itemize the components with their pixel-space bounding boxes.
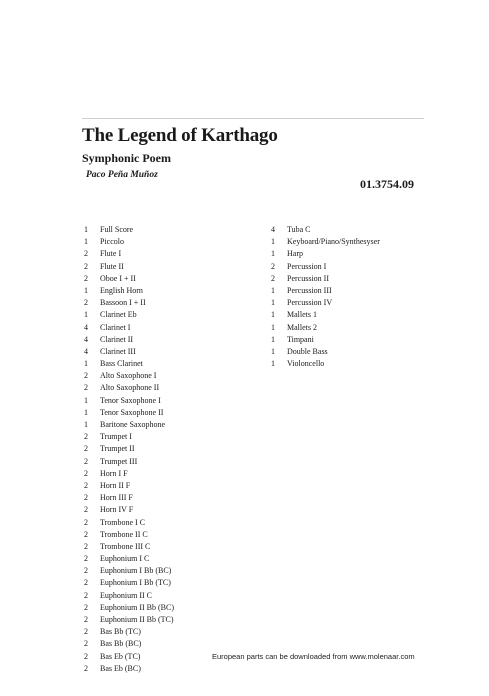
part-row [84,248,174,260]
part-quantity: 2 [84,627,88,637]
part-quantity: 1 [84,420,88,429]
part-quantity: 1 [271,310,275,320]
part-row [84,456,174,468]
part-row [84,651,174,663]
part-row [84,382,174,394]
part-quantity: 2 [84,444,88,454]
part-name: Percussion III [287,285,332,295]
part-name: Euphonium I Bb (TC) [100,578,171,588]
part-row [84,541,174,553]
document-title: The Legend of Karthago [82,125,278,146]
part-name: Trombone I C [100,517,146,527]
part-quantity: 2 [84,663,88,673]
part-row [84,297,174,309]
part-quantity: 2 [84,383,88,393]
part-row [84,334,174,346]
document-subtitle: Symphonic Poem [82,151,172,165]
part-quantity: 1 [84,237,88,247]
part-name: Euphonium I C [100,554,150,564]
part-name: Bas Eb (TC) [100,651,141,661]
part-row [271,236,380,248]
part-quantity: 2 [84,456,88,466]
part-row [271,309,380,321]
part-name: Full Score [100,225,134,234]
composer-name: Paco Peña Muñoz [86,170,158,180]
part-quantity: 2 [84,651,88,661]
part-quantity: 1 [271,237,275,247]
part-name: Horn IV F [100,505,134,515]
part-row [271,358,380,370]
part-name: Clarinet Eb [100,310,137,320]
part-row [84,322,174,334]
part-row [84,492,174,504]
part-name: Trombone III C [100,541,151,551]
part-quantity: 2 [84,602,88,612]
part-name: Euphonium II C [100,590,152,600]
part-row [84,517,174,529]
part-name: Piccolo [100,237,124,247]
part-quantity: 1 [84,407,88,417]
part-row [84,395,174,407]
part-name: Euphonium II Bb (BC) [100,602,174,612]
part-row [84,285,174,297]
part-quantity: 2 [84,505,88,515]
part-name: Harp [287,249,303,259]
part-name: Clarinet III [100,346,136,356]
part-name: Baritone Saxophone [100,420,166,429]
part-row [271,297,380,309]
part-quantity: 1 [271,298,275,308]
part-row [84,273,174,285]
part-quantity: 2 [84,273,88,283]
part-name: Tuba C [287,225,311,234]
part-quantity: 1 [271,322,275,332]
part-quantity: 1 [271,359,275,369]
part-row [84,443,174,455]
part-quantity: 2 [84,493,88,503]
part-row [84,565,174,577]
catalog-number: 01.3754.09 [360,177,414,191]
part-name: Mallets 2 [287,322,317,332]
part-row [84,431,174,443]
part-row [271,322,380,334]
part-name: Horn III F [100,493,133,503]
part-row [271,334,380,346]
part-row [84,626,174,638]
part-quantity: 4 [84,334,88,344]
part-row [271,346,380,358]
part-quantity: 2 [84,298,88,308]
part-row [84,577,174,589]
part-quantity: 2 [84,261,88,271]
part-quantity: 2 [84,590,88,600]
part-row [84,370,174,382]
part-quantity: 1 [84,395,88,405]
part-quantity: 2 [84,578,88,588]
part-quantity: 2 [84,468,88,478]
part-quantity: 1 [271,346,275,356]
part-quantity: 2 [84,432,88,442]
part-name: Oboe I + II [100,273,136,283]
part-row [84,468,174,480]
part-row [84,358,174,370]
part-row [271,285,380,297]
part-quantity: 1 [84,285,88,295]
part-name: Clarinet I [100,322,131,332]
part-row [84,504,174,516]
part-name: Euphonium I Bb (BC) [100,566,172,576]
part-quantity: 1 [271,285,275,295]
part-quantity: 2 [271,273,275,283]
part-row [271,248,380,260]
parts-list-left [84,224,174,675]
part-name: Percussion II [287,273,329,283]
part-quantity: 2 [84,566,88,576]
part-quantity: 2 [84,249,88,259]
part-row [84,480,174,492]
part-quantity: 4 [84,346,88,356]
part-quantity: 2 [84,554,88,564]
part-quantity: 2 [84,517,88,527]
part-quantity: 2 [84,639,88,649]
part-name: Timpani [287,334,314,344]
part-row [84,590,174,602]
part-row [84,261,174,273]
part-row [84,407,174,419]
part-name: Alto Saxophone II [100,383,160,393]
part-row [84,529,174,541]
part-quantity: 2 [84,480,88,490]
part-name: Alto Saxophone I [100,371,157,381]
part-name: Euphonium II Bb (TC) [100,615,174,624]
part-row [84,638,174,650]
part-name: Tenor Saxophone II [100,407,164,417]
part-name: Bas Eb (BC) [100,663,141,673]
part-name: Horn II F [100,480,131,490]
part-name: Percussion IV [287,298,333,308]
part-quantity: 2 [84,371,88,381]
part-name: Percussion I [287,261,327,271]
part-row [84,602,174,614]
part-row [84,236,174,248]
part-name: Flute II [100,261,124,271]
part-quantity: 2 [84,615,88,624]
parts-list-right [271,224,380,370]
part-name: Keyboard/Piano/Synthesyser [287,237,380,247]
part-quantity: 1 [84,310,88,320]
part-name: Bassoon I + II [100,298,146,308]
part-name: Trumpet III [100,456,138,466]
part-name: Bass Clarinet [100,359,143,369]
part-row [84,553,174,565]
part-quantity: 1 [84,359,88,369]
part-row [84,419,174,431]
part-name: Mallets 1 [287,310,317,320]
part-name: Horn I F [100,468,128,478]
part-quantity: 1 [84,225,88,234]
header-rule [82,118,424,119]
part-row [84,224,174,236]
part-row [271,261,380,273]
part-quantity: 2 [84,529,88,539]
part-name: Double Bass [287,346,328,356]
part-name: Flute I [100,249,122,259]
part-name: Trombone II C [100,529,148,539]
part-row [84,309,174,321]
part-quantity: 4 [84,322,88,332]
part-quantity: 2 [84,541,88,551]
download-note: European parts can be downloaded from www.molenaar.com [212,652,415,661]
part-row [84,663,174,675]
part-quantity: 4 [271,225,275,234]
part-name: Bas Bb (BC) [100,639,142,649]
part-name: Trumpet II [100,444,135,454]
part-name: Clarinet II [100,334,134,344]
part-row [84,614,174,626]
part-name: English Horn [100,285,143,295]
part-quantity: 1 [271,334,275,344]
part-name: Tenor Saxophone I [100,395,161,405]
part-name: Violoncello [287,359,325,369]
part-name: Bas Bb (TC) [100,627,141,637]
part-quantity: 2 [271,261,275,271]
part-row [84,346,174,358]
part-name: Trumpet I [100,432,132,442]
part-row [271,273,380,285]
part-row [271,224,380,236]
part-quantity: 1 [271,249,275,259]
